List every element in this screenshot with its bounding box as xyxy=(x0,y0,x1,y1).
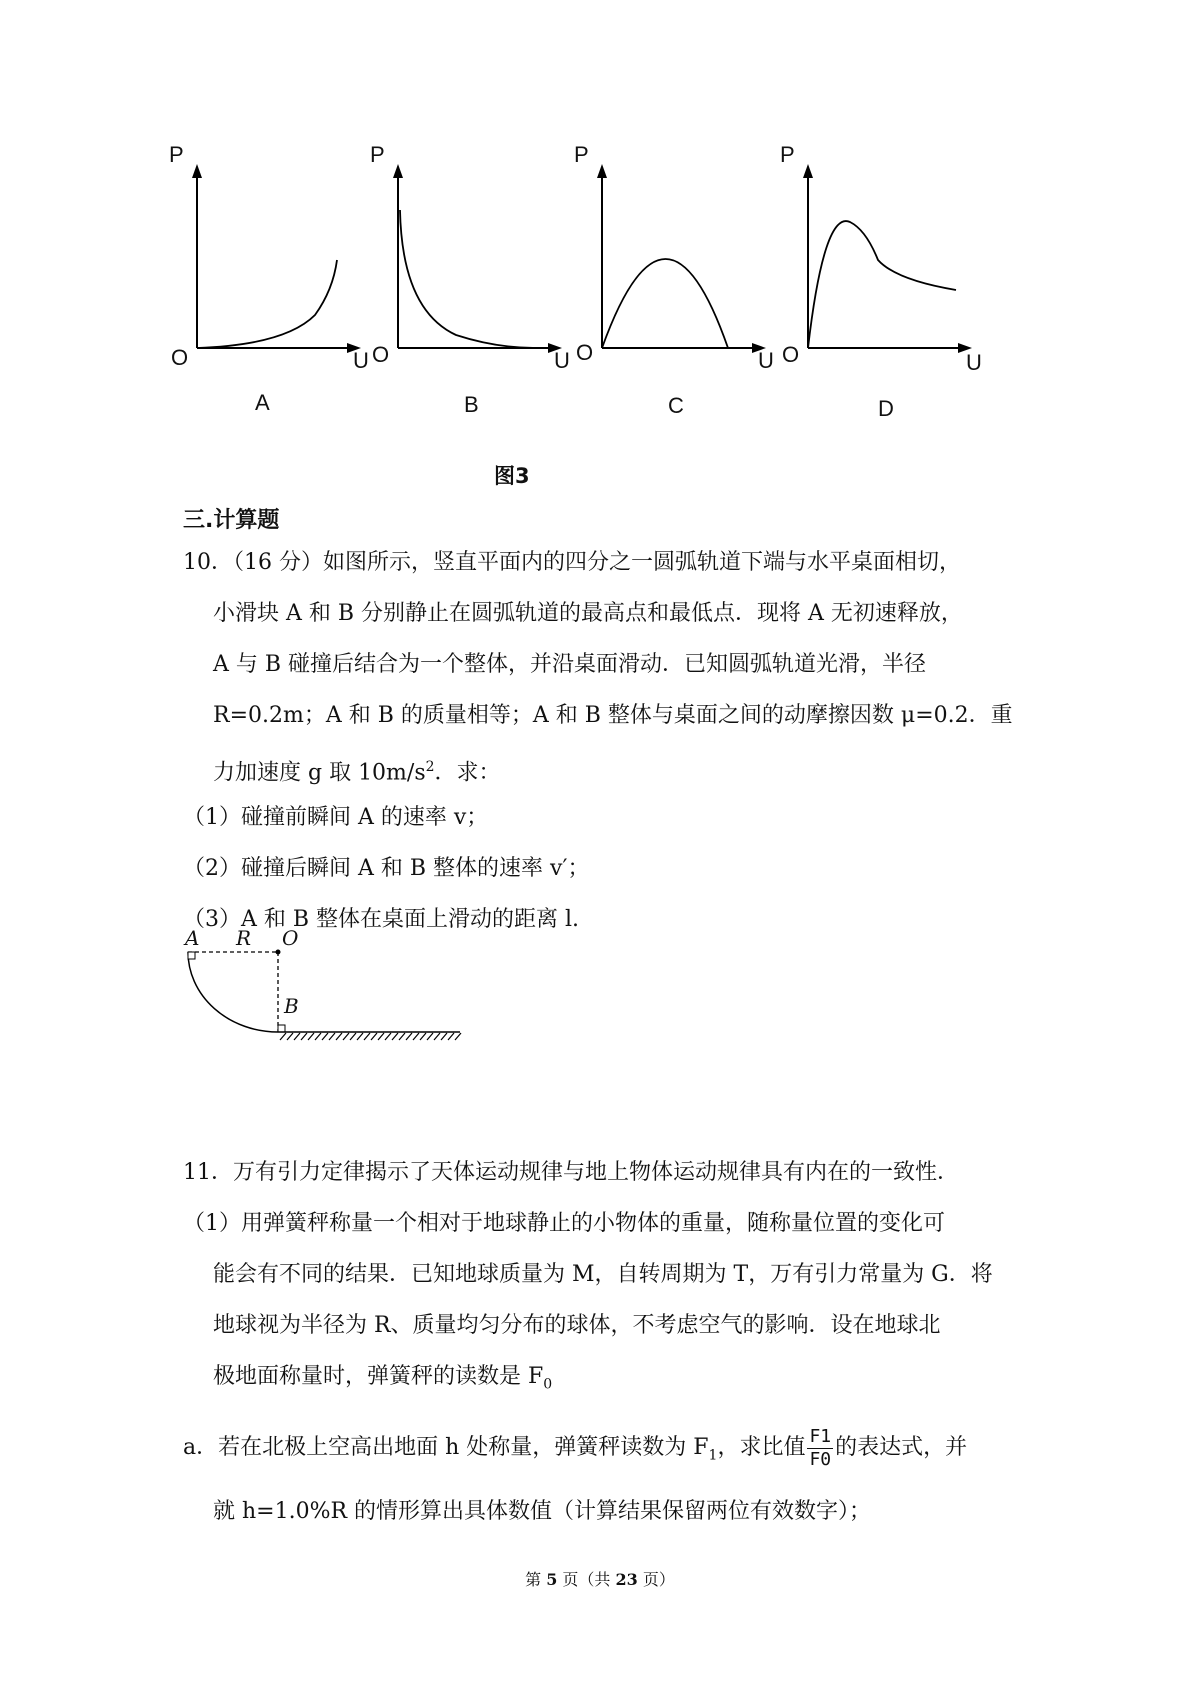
graph-c xyxy=(574,142,780,418)
q10-sub-1: （1）碰撞前瞬间 A 的速率 v； xyxy=(183,805,489,830)
q11-line-1: 11．万有引力定律揭示了天体运动规律与地上物体运动规律具有内在的一致性． xyxy=(183,1160,959,1185)
q10-line-3: A 与 B 碰撞后结合为一个整体，并沿桌面滑动．已知圆弧轨道光滑，半径 xyxy=(213,652,927,677)
graph-a-x-label: U xyxy=(353,348,369,373)
q10-line-1: 10．（16 分）如图所示，竖直平面内的四分之一圆弧轨道下端与水平桌面相切， xyxy=(183,550,961,575)
graph-c-x-label: U xyxy=(758,348,774,373)
graph-c-y-label: P xyxy=(574,142,589,167)
q10-line-5-exponent: 2 xyxy=(425,759,435,775)
q11-part1-line-4-subscript: 0 xyxy=(543,1376,553,1393)
graph-b-plot xyxy=(376,150,576,350)
footer-total-pages: 23 xyxy=(615,1570,638,1589)
figure-caption: 图3 xyxy=(494,464,530,488)
graph-b-label: B xyxy=(464,392,479,417)
arc-track-diagram xyxy=(180,926,480,1050)
graph-a-plot xyxy=(175,150,375,350)
q10-line-5 xyxy=(213,752,501,788)
arc-track-svg xyxy=(180,930,480,1050)
q11-part1-line-3: 地球视为半径为 R、质量均匀分布的球体，不考虑空气的影响．设在地球北 xyxy=(213,1313,941,1338)
page-footer xyxy=(0,1567,1200,1590)
diagram-label-b: B xyxy=(284,994,299,1018)
q11-part1-line-2: 能会有不同的结果．已知地球质量为 M，自转周期为 T，万有引力常量为 G．将 xyxy=(213,1262,993,1287)
graph-a xyxy=(169,142,375,415)
graph-b xyxy=(370,142,576,417)
q11-part1-line-1: （1）用弹簧秤称量一个相对于地球静止的小物体的重量，随称量位置的变化可 xyxy=(183,1211,945,1236)
graph-a-label: A xyxy=(255,390,270,415)
graph-c-origin-label: O xyxy=(576,340,594,365)
q10-line-5-text: 力加速度 g 取 10m/s xyxy=(213,760,426,786)
graph-b-x-label: U xyxy=(554,348,570,373)
fraction-numerator: F1 xyxy=(809,1425,832,1447)
graph-d-label: D xyxy=(878,396,894,421)
q10-sub-3: （3）A 和 B 整体在桌面上滑动的距离 l. xyxy=(183,907,580,932)
diagram-label-r: R xyxy=(236,926,252,950)
q10-line-2: 小滑块 A 和 B 分别静止在圆弧轨道的最高点和最低点．现将 A 无初速释放， xyxy=(213,601,963,626)
footer-prefix: 第 xyxy=(525,1570,547,1589)
q11-a-end: 的表达式，并 xyxy=(835,1435,968,1460)
q11-a-text: a．若在北极上空高出地面 h 处称量，弹簧秤读数为 F xyxy=(183,1435,709,1460)
fraction-denominator: F0 xyxy=(809,1448,832,1470)
diagram-label-a: A xyxy=(185,926,200,950)
graph-d-y-label: P xyxy=(780,142,795,167)
q10-line-4: R=0.2m；A 和 B 的质量相等；A 和 B 整体与桌面之间的动摩擦因数 μ=0.2．重 xyxy=(213,703,1013,728)
graph-d-plot xyxy=(786,150,986,350)
graph-b-y-label: P xyxy=(370,142,385,167)
q11-a-mid: ，求比值 xyxy=(717,1435,806,1460)
graph-a-origin-label: O xyxy=(171,345,189,370)
graph-c-label: C xyxy=(668,393,684,418)
footer-page-number: 5 xyxy=(546,1570,558,1589)
q11-a-subscript: 1 xyxy=(708,1447,718,1464)
ratio-fraction xyxy=(807,1426,833,1471)
graph-d-x-label: U xyxy=(966,350,982,375)
graph-d xyxy=(780,142,986,421)
graph-c-plot xyxy=(580,150,780,350)
q10-sub-2: （2）碰撞后瞬间 A 和 B 整体的速率 v′； xyxy=(183,856,590,881)
q11-part1-line-4-text: 极地面称量时，弹簧秤的读数是 F xyxy=(213,1364,544,1389)
graph-a-y-label: P xyxy=(169,142,184,167)
footer-suffix: 页） xyxy=(637,1570,675,1589)
section-title: 三.计算题 xyxy=(183,508,280,533)
graph-d-origin-label: O xyxy=(782,342,800,367)
q10-line-5-end: ．求： xyxy=(434,760,501,786)
footer-middle: 页（共 xyxy=(557,1570,616,1589)
q11-a-line-1 xyxy=(183,1418,967,1485)
diagram-label-o: O xyxy=(282,926,299,950)
q11-a-line-2: 就 h=1.0%R 的情形算出具体数值（计算结果保留两位有效数字）； xyxy=(213,1499,872,1524)
q11-part1-line-4 xyxy=(213,1362,552,1399)
graph-b-origin-label: O xyxy=(372,342,390,367)
